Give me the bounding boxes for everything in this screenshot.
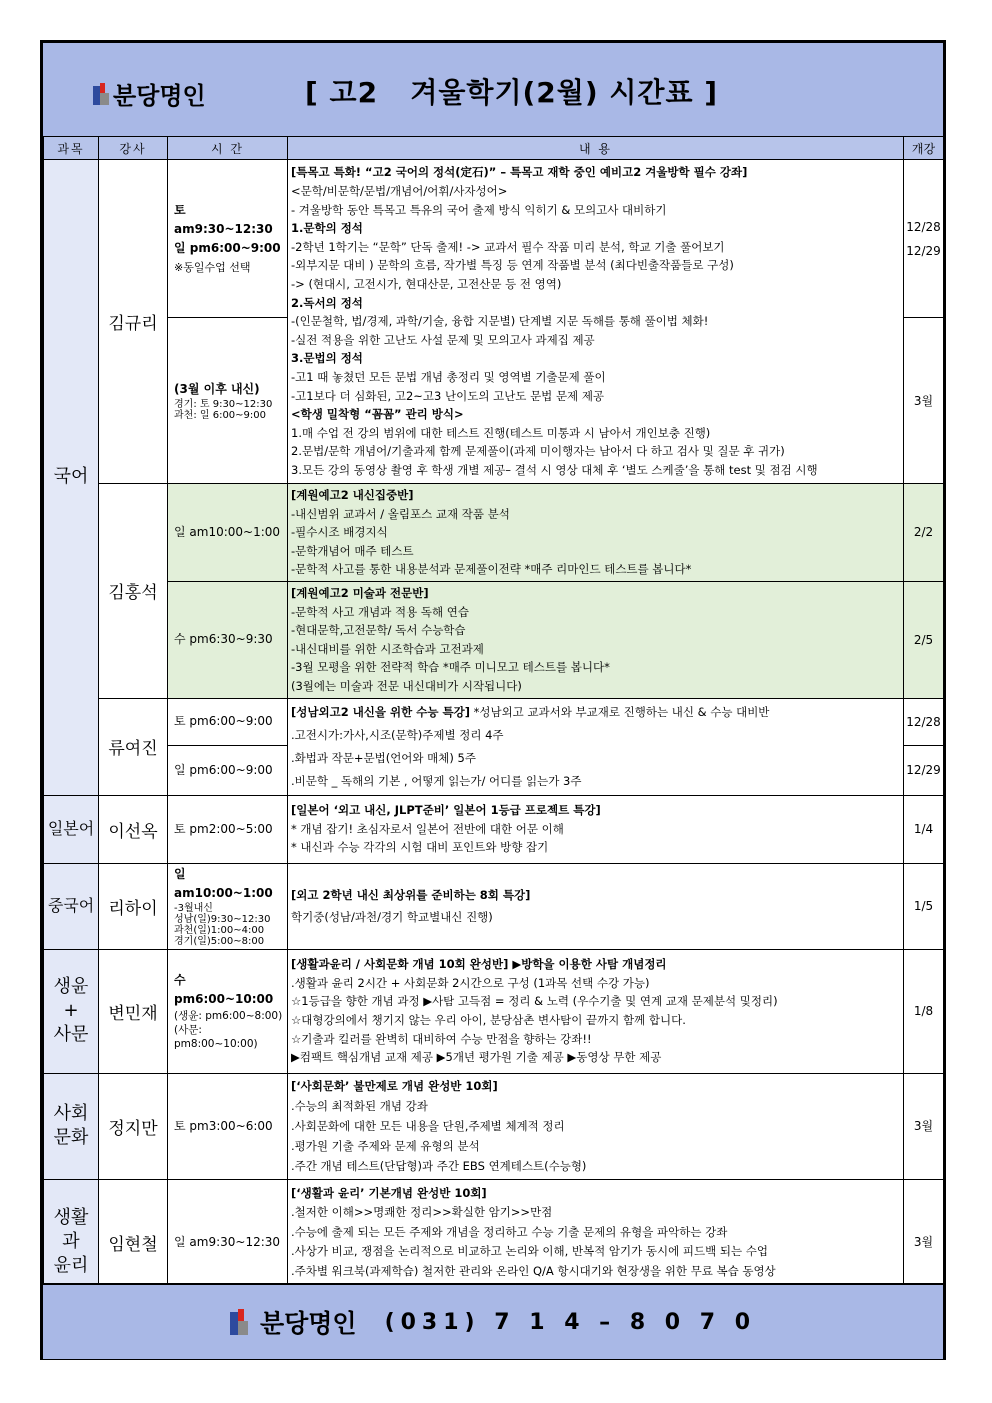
start-date: 1/5 bbox=[904, 863, 944, 949]
content-line: * 내신과 수능 각각의 시험 대비 포인트와 방향 잡기 bbox=[291, 840, 549, 855]
time-note: (사문: pm8:00~10:00) bbox=[174, 1024, 258, 1051]
table-row bbox=[44, 1073, 944, 1179]
class-time: 일 am10:00~1:00 bbox=[168, 484, 288, 582]
content-line: 2.문법/문학 개념어/기출과제 함께 문제풀이(과제 미이행자는 남아서 다 하고 검사 및 질문 후 귀가) bbox=[291, 444, 785, 459]
content-line: ▶컴팩트 핵심개념 교재 제공 ▶5개년 평가원 기출 제공 ▶동영상 무한 제공 bbox=[291, 1050, 662, 1065]
col-start: 개강 bbox=[904, 137, 944, 160]
course-content bbox=[288, 949, 904, 1073]
content-line: <문학/비문학/문법/개념어/어휘/사자성어> bbox=[291, 184, 508, 199]
content-line: 1.매 수업 전 강의 범위에 대한 테스트 진행(테스트 미통과 시 남아서 개인보충 진행) bbox=[291, 425, 711, 440]
subject-chinese: 중국어 bbox=[44, 863, 99, 949]
content-line: - 겨울방학 동안 특목고 특유의 국어 출제 방식 익히기 & 모의고사 대비하기 bbox=[291, 202, 667, 217]
teacher-name: 변민재 bbox=[99, 949, 168, 1073]
time-note: 과천: 일 6:00~9:00 bbox=[174, 410, 266, 421]
table-header-row bbox=[44, 137, 944, 160]
course-content bbox=[288, 795, 904, 863]
content-line: [생활과윤리 / 사회문화 개념 10회 완성반] ▶방학을 이용한 사탐 개념정리 bbox=[291, 957, 667, 972]
subject-line: 생활 bbox=[53, 1207, 89, 1229]
content-line: [계원예고2 미술과 전문반] bbox=[291, 585, 429, 600]
content-line: <학생 밀착형 “꼼꼼” 관리 방식> bbox=[291, 407, 464, 422]
footer-brand: 분당명인 bbox=[259, 1309, 357, 1338]
time-line: 일 am10:00~1:00 bbox=[174, 867, 273, 901]
time-note: (생윤: pm6:00~8:00) bbox=[174, 1010, 283, 1023]
time-line: 수 pm6:00~10:00 bbox=[174, 973, 274, 1007]
content-line: .고전시가:가사,시조(문학)주제별 정리 4주 bbox=[291, 727, 504, 742]
start-date: 3월 bbox=[904, 1073, 944, 1179]
page-title: [ 고2 겨울학기(2월) 시간표 ] bbox=[305, 76, 719, 109]
subject-line: 문화 bbox=[53, 1127, 89, 1149]
time-note: ※동일수업 선택 bbox=[174, 260, 251, 274]
teacher-name: 정지만 bbox=[99, 1073, 168, 1179]
col-subject: 과목 bbox=[44, 137, 99, 160]
subject-line: 윤리 bbox=[53, 1255, 89, 1277]
content-line: .비문학 _ 독해의 기본 , 어떻게 읽는가/ 어디를 읽는가 3주 bbox=[291, 773, 582, 788]
content-line: -3월 모평을 위한 전략적 학습 *매주 미니모고 테스트를 봅니다* bbox=[291, 660, 610, 675]
class-time bbox=[168, 318, 288, 484]
content-line: -현대문학,고전문학/ 독서 수능학습 bbox=[291, 623, 466, 638]
start-date bbox=[904, 160, 944, 318]
content-line: -문학적 사고 개념과 적용 독해 연습 bbox=[291, 604, 469, 619]
content-line: [외고 2학년 내신 최상위를 준비하는 8회 특강] bbox=[291, 888, 531, 903]
content-line: .생활과 윤리 2시간 + 사회문화 2시간으로 구성 (1과목 선택 수강 가능) bbox=[291, 975, 650, 990]
teacher-name: 류여진 bbox=[99, 698, 168, 795]
content-line: (3월에는 미술과 전문 내신대비가 시작됩니다) bbox=[291, 678, 522, 693]
subject-korean: 국어 bbox=[44, 160, 99, 796]
logo-icon bbox=[230, 1309, 248, 1335]
content-line: -2학년 1학기는 “문학” 단독 출제! -> 교과서 필수 작품 미리 분석, 학교 기출 풀어보기 bbox=[291, 239, 725, 254]
time-note: 경기(일)5:00~8:00 bbox=[174, 936, 265, 948]
content-line: -(인문철학, 법/경제, 과학/기술, 융합 지문별) 단계별 지문 독해를 통해 풀이법 체화! bbox=[291, 314, 709, 329]
content-line: .화법과 작문+문법(언어와 매체) 5주 bbox=[291, 750, 476, 765]
subject-ethics-social bbox=[44, 949, 99, 1073]
class-time bbox=[168, 160, 288, 318]
content-line: .주차별 워크북(과제학습) 철저한 관리와 온라인 Q/A 항시대기와 현장생을 위한 무료 복습 동영상 bbox=[291, 1263, 776, 1278]
table-row bbox=[44, 484, 944, 582]
content-line: -문학적 사고를 통한 내용분석과 문제풀이전략 *매주 리마인드 테스트를 봅니다* bbox=[291, 562, 692, 577]
class-time: 토 pm6:00~9:00 bbox=[168, 698, 288, 745]
brand-name: 분당명인 bbox=[113, 82, 206, 110]
content-line: 3.문법의 정석 bbox=[291, 351, 363, 366]
table-row bbox=[44, 160, 944, 318]
start-line: 12/29 bbox=[906, 243, 941, 258]
content-line: -외부지문 대비 ) 문학의 흐름, 작가별 특징 등 연계 작품별 분석 (최다빈출작품들로 구성) bbox=[291, 258, 734, 273]
content-line: [‘사회문화’ 불만제로 개념 완성반 10회] bbox=[291, 1079, 498, 1094]
time-note: 경기: 토 9:30~12:30 bbox=[174, 399, 273, 410]
content-line: ☆기출과 킬러를 완벽히 대비하여 수능 만점을 향하는 강좌!! bbox=[291, 1031, 592, 1046]
table-row bbox=[44, 581, 944, 698]
class-time bbox=[168, 863, 288, 949]
col-time: 시 간 bbox=[168, 137, 288, 160]
course-content bbox=[288, 160, 904, 484]
content-line: ☆대형강의에서 챙기지 않는 우리 아이, 분당삼촌 변사탐이 끝까지 함께 합니다. bbox=[291, 1013, 686, 1028]
subject-japanese: 일본어 bbox=[44, 795, 99, 863]
table-row bbox=[44, 795, 944, 863]
start-date: 12/29 bbox=[904, 745, 944, 795]
phone-number: (031) 7 1 4 – 8 0 7 0 bbox=[384, 1309, 757, 1335]
subject-line: 사회 bbox=[53, 1103, 89, 1125]
header bbox=[43, 43, 943, 138]
course-content bbox=[288, 1073, 904, 1179]
time-note: 성남(일)9:30~12:30 bbox=[174, 914, 271, 926]
content-line: .평가원 기출 주제와 문제 유형의 분석 bbox=[291, 1139, 480, 1154]
subject-line: 생윤 bbox=[53, 976, 89, 998]
brand-logo bbox=[93, 76, 206, 111]
content-line: -실전 적용을 위한 고난도 사설 문제 및 모의고사 과제집 제공 bbox=[291, 332, 595, 347]
table-row bbox=[44, 863, 944, 949]
content-line: .사상가 비교, 쟁점을 논리적으로 비교하고 논리와 이해, 반복적 암기가 동시에 피드백 되는 수업 bbox=[291, 1244, 768, 1259]
subject-line: 과 bbox=[62, 1231, 80, 1253]
content-line: [‘생활과 윤리’ 기본개념 완성반 10회] bbox=[291, 1185, 487, 1200]
content-line: .사회문화에 대한 모든 내용을 단원,주제별 체계적 정리 bbox=[291, 1119, 565, 1134]
col-content: 내 용 bbox=[288, 137, 904, 160]
subject-line: 사문 bbox=[53, 1024, 89, 1046]
course-content bbox=[288, 484, 904, 582]
start-date: 2/5 bbox=[904, 581, 944, 698]
content-line: [특목고 특화! “고2 국어의 정석(定石)” – 특목고 재학 중인 예비고2 겨울방학 필수 강좌] bbox=[291, 165, 748, 180]
class-time: 토 pm2:00~5:00 bbox=[168, 795, 288, 863]
schedule-table bbox=[43, 136, 944, 1306]
col-teacher: 강사 bbox=[99, 137, 168, 160]
teacher-name: 김규리 bbox=[99, 160, 168, 484]
time-line: (3월 이후 내신) bbox=[174, 382, 260, 396]
class-time: 일 am9:30~12:30 bbox=[168, 1179, 288, 1305]
timetable-frame bbox=[40, 40, 946, 1360]
content-line: .수능의 최적화된 개념 강좌 bbox=[291, 1099, 428, 1114]
content-line: -문학개념어 매주 테스트 bbox=[291, 543, 414, 558]
content-line: -필수시조 배경지식 bbox=[291, 525, 388, 540]
class-time: 수 pm6:30~9:30 bbox=[168, 581, 288, 698]
teacher-name: 리하이 bbox=[99, 863, 168, 949]
subject-line: + bbox=[63, 1000, 79, 1022]
content-line: * 개념 잡기! 초심자로서 일본어 전반에 대한 어문 이해 bbox=[291, 821, 564, 836]
course-content bbox=[288, 698, 904, 795]
content-line: [일본어 ‘외고 내신, JLPT준비’ 일본어 1등급 프로젝트 특강] bbox=[291, 803, 601, 818]
table-row bbox=[44, 949, 944, 1073]
content-line: 1.문학의 정석 bbox=[291, 221, 363, 236]
table-row bbox=[44, 698, 944, 745]
time-note: 과천(일)1:00~4:00 bbox=[174, 925, 265, 937]
subject-social-culture bbox=[44, 1073, 99, 1179]
content-title: [성남외고2 내신을 위한 수능 특강] bbox=[291, 704, 470, 719]
start-date: 3월 bbox=[904, 318, 944, 484]
class-time: 토 pm3:00~6:00 bbox=[168, 1073, 288, 1179]
start-date: 3월 bbox=[904, 1179, 944, 1305]
teacher-name: 김홍석 bbox=[99, 484, 168, 699]
content-line: -> (현대시, 고전시가, 현대산문, 고전산문 등 전 영역) bbox=[291, 277, 562, 292]
start-date: 1/4 bbox=[904, 795, 944, 863]
content-line: .수능에 출제 되는 모든 주제와 개념을 정리하고 수능 기출 문제의 유형을 파악하는 강좌 bbox=[291, 1224, 728, 1239]
content-line: .철저한 이해>>명쾌한 정리>>확실한 암기>>만점 bbox=[291, 1205, 553, 1220]
footer bbox=[43, 1283, 943, 1359]
class-time bbox=[168, 949, 288, 1073]
class-time: 일 pm6:00~9:00 bbox=[168, 745, 288, 795]
start-line: 12/28 bbox=[906, 219, 941, 234]
logo-icon bbox=[93, 83, 109, 105]
content-line: 3.모든 강의 동영상 촬영 후 학생 개별 제공– 결석 시 영상 대체 후 ‘별도 스케줄’을 통해 test 및 점검 시행 bbox=[291, 462, 818, 477]
start-date: 1/8 bbox=[904, 949, 944, 1073]
content-line: -내신대비를 위한 시조학습과 고전과제 bbox=[291, 641, 484, 656]
content-line: 학기중(성남/과천/경기 학교별내신 진행) bbox=[291, 910, 493, 925]
content-note: *성남외고 교과서와 부교재로 진행하는 내신 & 수능 대비반 bbox=[469, 704, 770, 719]
content-line: -내신범위 교과서 / 올림포스 교재 작품 분석 bbox=[291, 506, 510, 521]
time-line: 토 am9:30~12:30 bbox=[174, 202, 273, 236]
start-date: 2/2 bbox=[904, 484, 944, 582]
content-line: -고1보다 더 심화된, 고2~고3 난이도의 고난도 문법 문제 제공 bbox=[291, 388, 605, 403]
course-content bbox=[288, 581, 904, 698]
start-date: 12/28 bbox=[904, 698, 944, 745]
content-line: 2.독서의 정석 bbox=[291, 295, 363, 310]
content-line: [계원예고2 내신집중반] bbox=[291, 488, 414, 502]
time-line: 일 pm6:00~9:00 bbox=[174, 240, 281, 255]
content-line: .주간 개념 테스트(단답형)과 주간 EBS 연계테스트(수능형) bbox=[291, 1159, 587, 1174]
content-line: -고1 때 놓쳤던 모든 문법 개념 총정리 및 영역별 기출문제 풀이 bbox=[291, 369, 606, 384]
course-content bbox=[288, 863, 904, 949]
teacher-name: 임현철 bbox=[99, 1179, 168, 1305]
teacher-name: 이선옥 bbox=[99, 795, 168, 863]
content-line: ☆1등급을 향한 개념 과정 ▶사탐 고득점 = 정리 & 노력 (우수기출 및 연계 교재 문제분석 및정리) bbox=[291, 994, 778, 1009]
time-note: -3월내신 bbox=[174, 903, 213, 915]
